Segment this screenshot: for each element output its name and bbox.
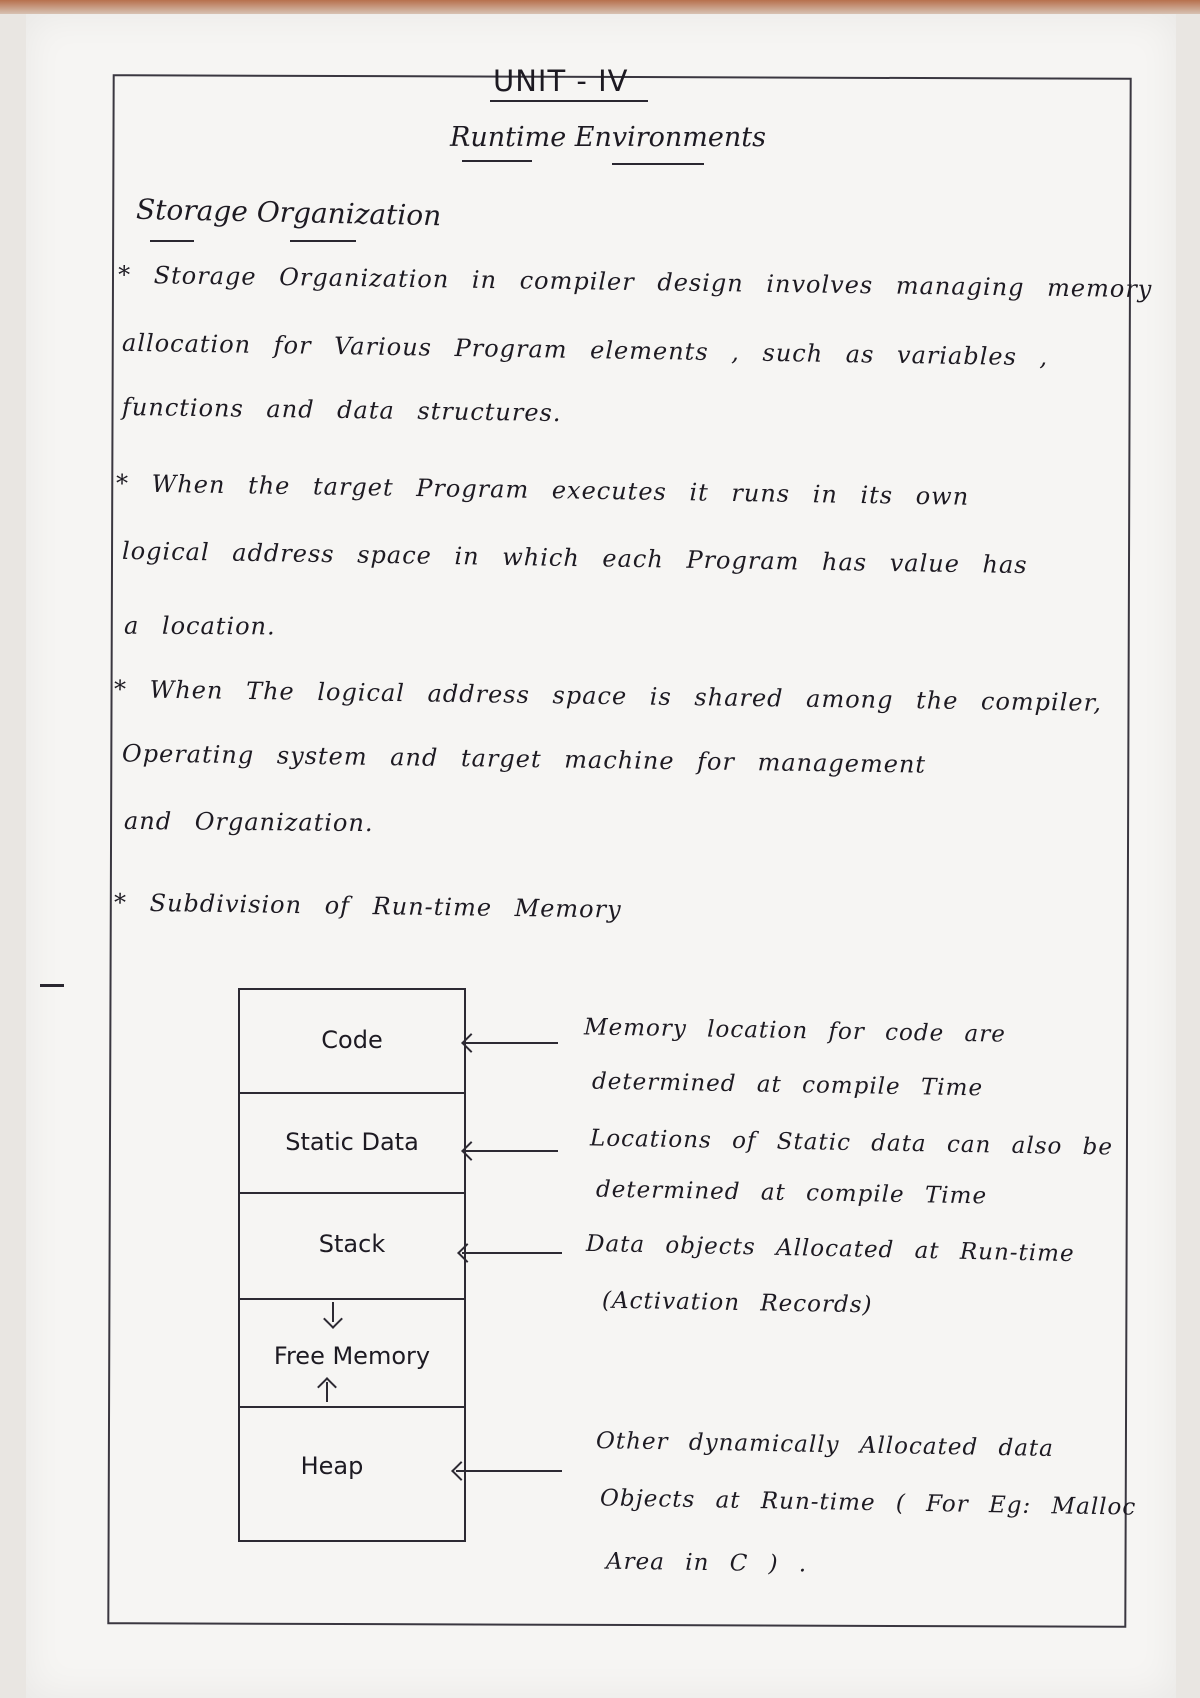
text-line: * When the target Program executes it runs in its own bbox=[115, 469, 970, 511]
segment-label: Heap bbox=[300, 1452, 364, 1480]
heading-underline bbox=[290, 240, 356, 242]
segment-label: Static Data bbox=[285, 1128, 419, 1156]
text-line: * Subdivision of Run-time Memory bbox=[113, 888, 622, 924]
text-line: allocation for Various Program elements , such as variables , bbox=[121, 328, 1049, 372]
heading-underline bbox=[150, 240, 194, 242]
subtitle-underline bbox=[462, 160, 532, 162]
unit-title: UNIT - IV bbox=[493, 64, 629, 98]
text-line: Operating system and target machine for management bbox=[121, 739, 927, 779]
left-arrow-icon bbox=[456, 1470, 562, 1472]
segment-label: Free Memory bbox=[273, 1342, 431, 1370]
text-line: logical address space in which each Program has value has bbox=[121, 536, 1028, 580]
memory-segment-heap bbox=[240, 1408, 464, 1538]
note-line: determined at compile Time bbox=[591, 1068, 984, 1102]
page-subtitle: Runtime Environments bbox=[450, 122, 766, 153]
unit-title-underline bbox=[490, 100, 648, 102]
note-line: determined at compile Time bbox=[595, 1176, 988, 1210]
note-line: Other dynamically Allocated data bbox=[595, 1428, 1055, 1462]
section-heading: Storage Organization bbox=[135, 192, 442, 233]
note-line: Objects at Run-time ( For Eg: Malloc bbox=[599, 1485, 1137, 1521]
down-arrow-icon bbox=[323, 1309, 343, 1329]
note-line: Memory location for code are bbox=[583, 1014, 1007, 1048]
text-line: and Organization. bbox=[123, 806, 374, 838]
text-line: a location. bbox=[123, 611, 276, 641]
memory-segment-static-data bbox=[240, 1094, 464, 1194]
memory-segment-stack bbox=[240, 1194, 464, 1300]
margin-mark bbox=[40, 984, 64, 987]
note-line: Data objects Allocated at Run-time bbox=[585, 1230, 1075, 1268]
memory-segment-free-memory bbox=[240, 1300, 464, 1408]
note-line: (Activation Records) bbox=[601, 1287, 873, 1319]
segment-label: Code bbox=[321, 1026, 383, 1054]
note-line: Area in C ) . bbox=[605, 1548, 808, 1578]
text-line: functions and data structures. bbox=[121, 392, 562, 428]
segment-label: Stack bbox=[318, 1230, 386, 1258]
subtitle-underline bbox=[612, 163, 704, 165]
note-line: Locations of Static data can also be bbox=[589, 1125, 1114, 1161]
up-arrow-icon bbox=[317, 1377, 337, 1397]
memory-segment-code bbox=[240, 990, 464, 1094]
runtime-memory-diagram bbox=[238, 988, 466, 1542]
text-line: * When The logical address space is shared among the compiler, bbox=[113, 675, 1103, 717]
text-line: * Storage Organization in compiler design involves managing memory bbox=[117, 260, 1153, 304]
page-top-edge bbox=[0, 0, 1200, 14]
